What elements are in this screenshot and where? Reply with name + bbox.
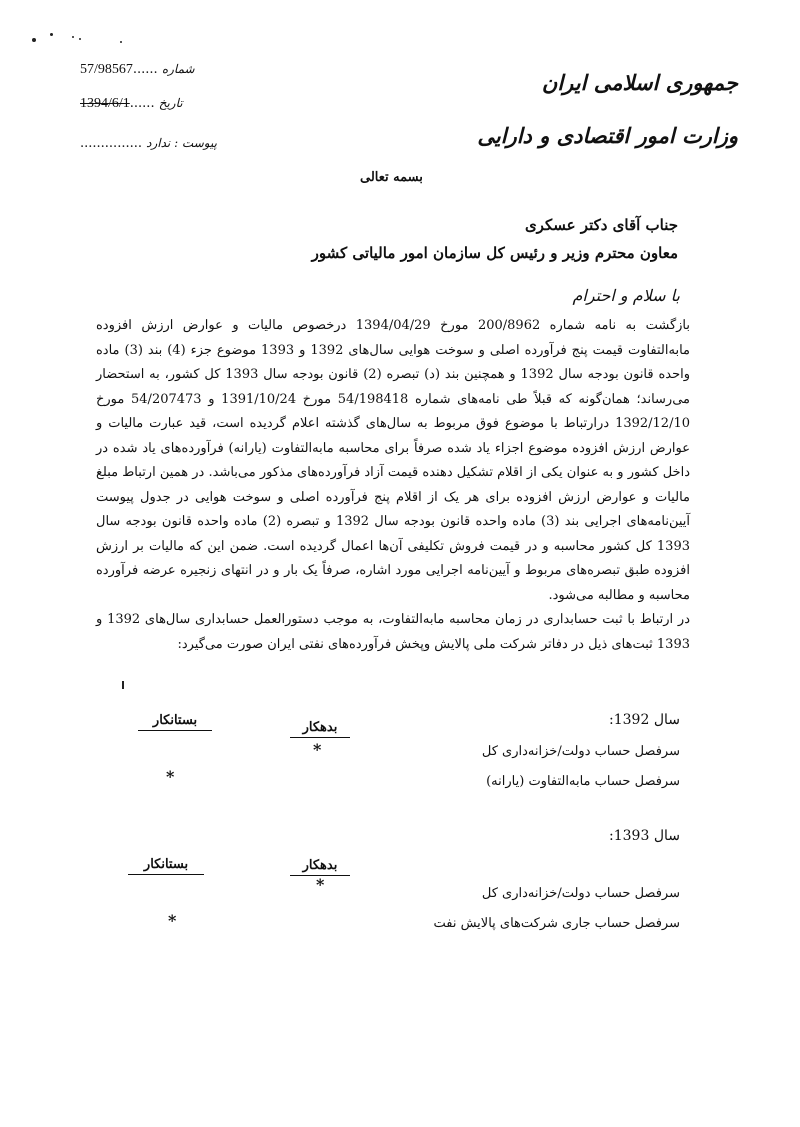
addressee-name: جناب آقای دکتر عسکری xyxy=(524,216,678,234)
letter-date-label: تاریخ xyxy=(158,96,183,110)
margin-mark xyxy=(122,681,124,689)
letter-date-row: 1394/6/1...... تاریخ xyxy=(80,96,183,111)
year-1392-label: سال 1392: xyxy=(609,712,680,728)
addressee-title: معاون محترم وزیر و رئیس کل سازمان امور مالیاتی کشور xyxy=(311,244,678,262)
year-1393-label: سال 1393: xyxy=(609,828,680,844)
scan-speck xyxy=(72,36,74,38)
letter-date: 1394/6/1 xyxy=(80,96,130,111)
ministry-title: وزارت امور اقتصادی و دارایی xyxy=(477,123,738,148)
credit-column-header: بستانکار xyxy=(138,713,212,731)
government-title: جمهوری اسلامی ایران xyxy=(541,70,738,95)
letter-attachment-row: ............... پیوست : ندارد xyxy=(80,136,217,151)
letter-number: 57/98567 xyxy=(80,62,133,77)
credit-mark: * xyxy=(166,767,175,786)
letter-number-label: شماره xyxy=(161,62,195,76)
debit-mark: * xyxy=(313,740,322,759)
letter-body xyxy=(96,314,690,657)
body-paragraph-2: در ارتباط با ثبت حسابداری در زمان محاسبه مابه‌التفاوت، به موجب دستورالعمل حسابداری سال‌های 1392 و 1393 ثبت‌های ذیل در دفاتر شرکت ملی پالایش وپخش فرآورده‌های نفتی ایران صورت می‌گیرد: xyxy=(96,612,690,652)
scan-speck xyxy=(120,41,122,43)
credit-account-1392: سرفصل حساب مابه‌التفاوت (یارانه) xyxy=(486,774,680,789)
debit-column-header: بدهکار xyxy=(290,858,350,876)
debit-account-1393: سرفصل حساب دولت/خزانه‌داری کل xyxy=(481,886,680,901)
credit-account-1393: سرفصل حساب جاری شرکت‌های پالایش نفت xyxy=(433,916,680,931)
scan-speck xyxy=(50,33,53,36)
credit-mark: * xyxy=(168,911,177,930)
debit-column-header: بدهکار xyxy=(290,720,350,738)
debit-account-1392: سرفصل حساب دولت/خزانه‌داری کل xyxy=(481,744,680,759)
scan-speck xyxy=(79,38,81,40)
credit-column-header: بستانکار xyxy=(128,857,204,875)
bismillah-heading: بسمه تعالی xyxy=(360,170,423,185)
letter-number-row: 57/98567...... شماره xyxy=(80,62,195,77)
body-paragraph-1: بازگشت به نامه شماره 200/8962 مورخ 1394/04/29 درخصوص مالیات و عوارض ارزش افزوده مابه‌التفاوت قیمت پنج فرآورده اصلی و سوخت هوایی سال‌های 1392 و 1393 موضوع جزء (4) بند (3) ماده واحده قانون بودجه سال 1392 و همچنین بند (د) تبصره (2) قانون بودجه سال 1393 کل کشور، به استحضار می‌رساند؛ همان‌گونه که قبلاً طی نامه‌های شماره 54/198418 مورخ 1391/10/24 و 54/207473 مورخ 1392/12/10 درارتباط با موضوع فوق مربوط به سال‌های گذشته اعلام گردیده است، قید عبارت مالیات و عوارض ارزش افزوده موضوع اجزاء یاد شده صرفاً برای محاسبه مابه‌التفاوت (یارانه) فرآورده‌های یاد شده در داخل کشور و به عنوان یکی از اقلام تشکیل دهنده قیمت آزاد فرآورده‌های مذکور می‌باشد. در همین ارتباط مبلغ مالیات و عوارض ارزش افزوده برای هر یک از اقلام پنج فرآورده اصلی و سوخت هوایی در جدول پیوست آیین‌نامه‌های اجرایی بند (3) ماده واحده قانون بودجه سال 1392 و تبصره (2) ماده واحده قانون بودجه سال 1393 کل کشور محاسبه و در قیمت فروش تکلیفی آن‌ها اعمال گردیده است. ضمن این که مالیات بر ارزش افزوده طبق تبصره‌های مربوط و آیین‌نامه اجرایی مورد اشاره، صرفاً یک بار و در انتهای زنجیره عرضه فرآورده محاسبه و مطالبه می‌شود. xyxy=(96,318,691,603)
greeting: با سلام و احترام xyxy=(572,286,680,305)
letter-attachment: پیوست : ندارد xyxy=(146,136,217,150)
debit-mark: * xyxy=(316,875,325,894)
scan-speck xyxy=(32,38,36,42)
